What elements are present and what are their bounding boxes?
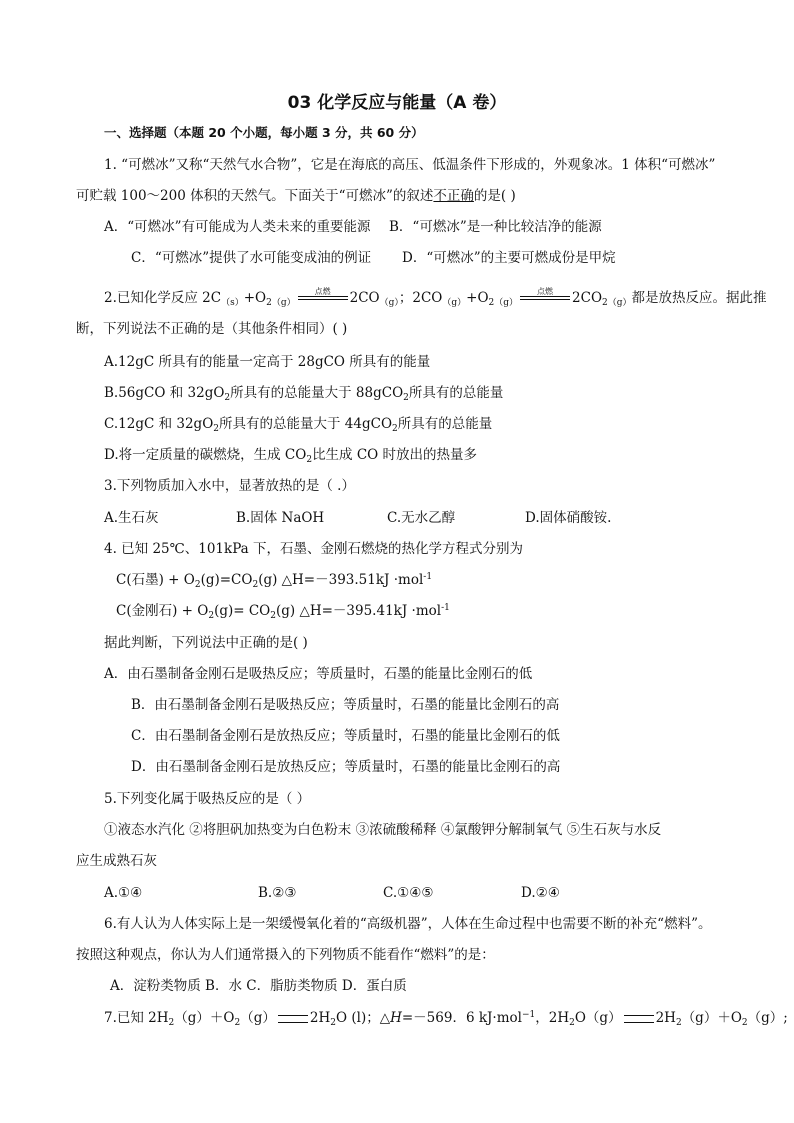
q1-stem-end: 的是( ) bbox=[473, 188, 516, 204]
q2-subscript: （g） bbox=[442, 298, 467, 308]
q2-text: +O bbox=[466, 290, 489, 306]
q2-option-d[interactable]: D.将一定质量的碳燃烧，生成 $CO_2$比生成 CO 时放出的热量多 bbox=[104, 447, 478, 465]
q1-stem-line1: 1. “可燃冰”又称“天然气水合物”，它是在海底的高压、低温条件下形成的，外观象冰。1 体积“可燃冰” bbox=[104, 157, 716, 173]
q3-option-a[interactable]: A.生石灰 bbox=[104, 510, 159, 526]
q6-options[interactable]: A．淀粉类物质 B．水 C．脂肪类物质 D．蛋白质 bbox=[110, 978, 407, 994]
q2-equation-line bbox=[104, 286, 767, 309]
q2-subscript: （s） bbox=[221, 298, 244, 308]
q2-text: 2CO bbox=[572, 290, 603, 306]
equals-arrow bbox=[624, 1015, 654, 1023]
q2-option-a[interactable]: A.12gC 所具有的能量一定高于 28gCO 所具有的能量 bbox=[104, 354, 431, 370]
q1-option-a[interactable]: A．“可燃冰”有可能成为人类未来的重要能源 bbox=[104, 219, 371, 235]
q3-option-d[interactable]: D.固体硝酸铵. bbox=[525, 510, 612, 526]
q3-stem: 3.下列物质加入水中，显著放热的是（ .） bbox=[104, 478, 355, 494]
q2-subscript: 2（g） bbox=[602, 298, 632, 308]
q5-option-d[interactable]: D.②④ bbox=[521, 885, 560, 901]
equals-arrow bbox=[278, 1015, 308, 1023]
q2-text: ；2CO bbox=[398, 290, 443, 306]
q2-option-c[interactable]: C.12gC 和 $32gO_2$所具有的总能量大于 44gCO$_2$所具有的总能量 bbox=[104, 416, 493, 434]
reaction-condition: 点燃 bbox=[314, 286, 331, 296]
q5-option-a[interactable]: A.①④ bbox=[104, 885, 143, 901]
q2-option-b[interactable]: B.56gCO 和 $32gO_2$所具有的总能量大于 88gCO$_2$所具有的总能量 bbox=[104, 385, 504, 403]
q2-text: 2.已知化学反应 2C bbox=[104, 290, 222, 306]
q5-stem: 5.下列变化属于吸热反应的是（ ） bbox=[104, 791, 311, 807]
q4-option-a[interactable]: A．由石墨制备金刚石是吸热反应；等质量时，石墨的能量比金刚石的低 bbox=[104, 666, 533, 682]
q4-equation-graphite: C(石墨) + $O_2(g)=CO_2(g)$ △H=－393.51kJ ·mol$^{-1}$ bbox=[116, 572, 433, 590]
q1-option-c[interactable]: C．“可燃冰”提供了水可能变成油的例证 bbox=[131, 250, 372, 266]
q4-option-d[interactable]: D．由石墨制备金刚石是放热反应；等质量时，石墨的能量比金刚石的高 bbox=[131, 759, 561, 775]
page-title: 03 化学反应与能量（A 卷） bbox=[287, 93, 507, 113]
q1-option-d[interactable]: D．“可燃冰”的主要可燃成份是甲烷 bbox=[402, 250, 616, 266]
q2-text: 都是放热反应。据此推 bbox=[631, 290, 767, 306]
q1-stem-text: 可贮载 100～200 体积的天然气。下面关于“可燃冰”的叙述 bbox=[76, 188, 434, 204]
q6-stem-line2: 按照这种观点，你认为人们通常摄入的下列物质不能看作“燃料”的是： bbox=[76, 947, 495, 963]
q2-stem-line2: 断，下列说法不正确的是（其他条件相同）( ) bbox=[76, 321, 348, 337]
reaction-arrow bbox=[520, 286, 570, 306]
q1-option-b[interactable]: B．“可燃冰”是一种比较洁净的能源 bbox=[389, 219, 602, 235]
q7-stem: 7.已知 $2H_2(g)+O_2(g)$ $2H_2O$ (l)；△H=－569．6 kJ·mol$^{-1}$，$2H_2O(g)$ $2H_2(g)+O_2(g)$; bbox=[104, 1010, 788, 1028]
q6-stem-line1: 6.有人认为人体实际上是一架缓慢氧化着的“高级机器”，人体在生命过程中也需要不断的补充“燃料”。 bbox=[104, 916, 712, 932]
q5-option-c[interactable]: C.①④⑤ bbox=[383, 885, 434, 901]
section-heading: 一、选择题（本题 20 个小题，每小题 3 分，共 60 分） bbox=[104, 125, 424, 140]
reaction-condition: 点燃 bbox=[537, 286, 554, 296]
q2-text: +O bbox=[243, 290, 267, 306]
q2-text: 2CO bbox=[349, 290, 380, 306]
q3-option-c[interactable]: C.无水乙醇 bbox=[387, 510, 456, 526]
q4-stem2: 据此判断，下列说法中正确的是( ) bbox=[104, 635, 308, 651]
q4-stem: 4. 已知 25℃、101kPa 下，石墨、金刚石燃烧的热化学方程式分别为 bbox=[104, 541, 524, 557]
q2-subscript: 2（g） bbox=[266, 298, 296, 308]
q4-option-c[interactable]: C．由石墨制备金刚石是放热反应；等质量时，石墨的能量比金刚石的低 bbox=[131, 728, 560, 744]
q5-option-b[interactable]: B.②③ bbox=[258, 885, 297, 901]
q4-option-b[interactable]: B．由石墨制备金刚石是吸热反应；等质量时，石墨的能量比金刚石的高 bbox=[131, 697, 560, 713]
q1-stem-line2 bbox=[76, 187, 516, 205]
q5-items-line1: ①液态水汽化 ②将胆矾加热变为白色粉末 ③浓硫酸稀释 ④氯酸钾分解制氧气 ⑤生石灰与水反 bbox=[104, 822, 662, 838]
reaction-arrow bbox=[298, 286, 348, 306]
q2-subscript: 2（g） bbox=[488, 298, 519, 308]
q1-underlined: 不正确 bbox=[433, 188, 474, 204]
q3-option-b[interactable]: B.固体 NaOH bbox=[236, 510, 325, 526]
q4-equation-diamond: C(金刚石) + $O_2(g)= CO_2(g)$ △H=－395.41kJ ·mol$^{-1}$ bbox=[116, 603, 450, 621]
q2-subscript: （g） bbox=[379, 298, 399, 308]
q5-items-line2: 应生成熟石灰 bbox=[76, 853, 157, 869]
